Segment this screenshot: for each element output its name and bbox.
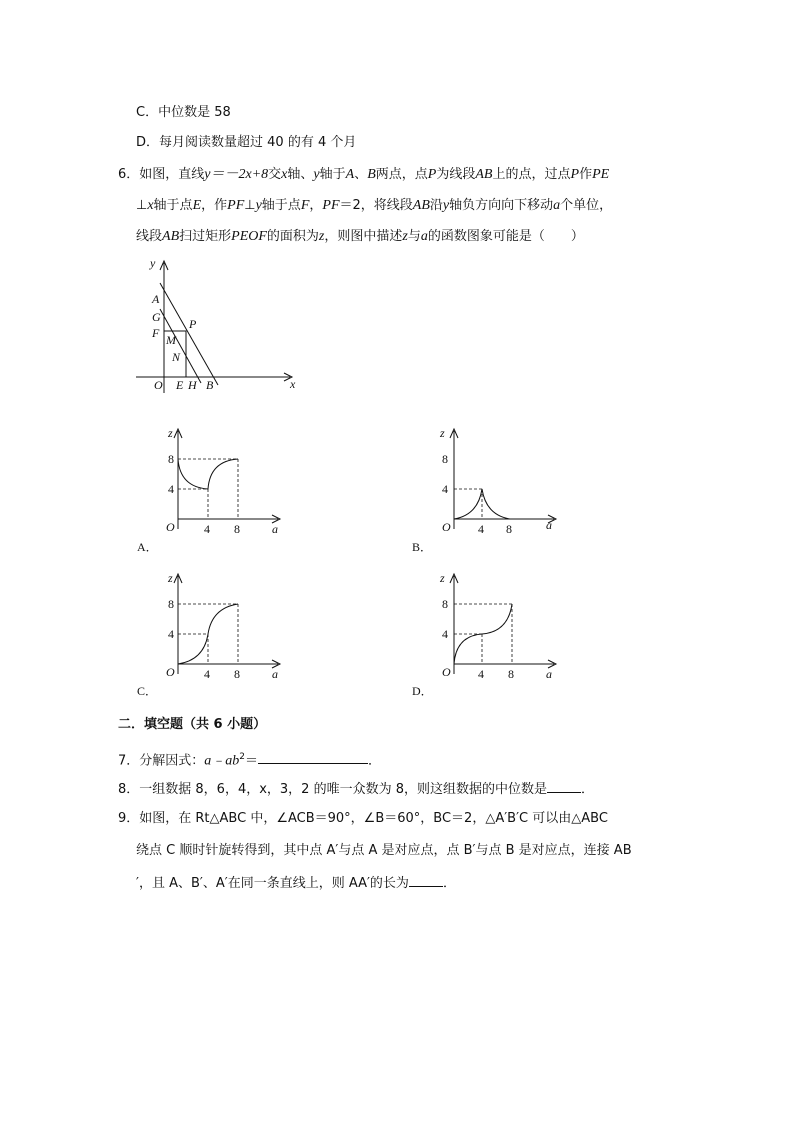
graph-a-a-label: a (272, 522, 278, 536)
graph-b-xtick-8: 8 (506, 522, 512, 536)
graph-c-xtick-8: 8 (234, 667, 240, 681)
graph-c-label: C． (137, 684, 158, 698)
graph-c-a-label: a (272, 667, 278, 681)
option-c: C．中位数是 58 (136, 105, 231, 120)
graph-a-curve (178, 459, 238, 489)
label-y: y (150, 256, 156, 270)
label-m: M (166, 333, 176, 347)
graph-d-z-label: z (440, 571, 445, 585)
graph-d (436, 570, 566, 680)
graph-d-xtick-4: 4 (478, 667, 484, 681)
option-d: D．每月阅读数量超过 40 的有 4 个月 (136, 135, 357, 150)
graph-c-xtick-4: 4 (204, 667, 210, 681)
graph-b (436, 425, 566, 535)
graph-a-tick-8: 8 (168, 452, 174, 466)
label-p: P (189, 317, 197, 331)
label-e: E (176, 378, 184, 392)
q6-line2: ⊥x轴于点E，作PF⊥y轴于点F，PF＝2，将线段AB沿y轴负方向向下移动a个单位， (136, 198, 613, 213)
graph-a (160, 425, 290, 535)
graph-c-origin: O (166, 665, 175, 679)
section-2-title: 二．填空题（共 6 小题） (118, 717, 267, 732)
q7-answer-blank[interactable] (258, 750, 368, 764)
q9-line2: 绕点 C 顺时针旋转得到，其中点 A′与点 A 是对应点，点 B′与点 B 是对应点，连接 AB (136, 843, 632, 858)
graph-a-origin: O (166, 520, 175, 534)
label-o: O (154, 378, 163, 392)
graph-b-a-label: a (546, 518, 552, 532)
graph-c-z-label: z (168, 571, 173, 585)
graph-b-origin: O (442, 520, 451, 534)
graph-d-origin: O (442, 665, 451, 679)
graph-a-tick-4: 4 (168, 482, 174, 496)
q6-line1: 6．如图，直线y＝－2x+8交x轴、y轴于A、B两点，点P为线段AB上的点，过点P作PE (118, 167, 610, 182)
graph-b-z-label: z (440, 426, 445, 440)
graph-d-tick-4: 4 (442, 627, 448, 641)
label-b: B (206, 378, 214, 392)
graph-c (160, 570, 290, 680)
graph-d-a-label: a (546, 667, 552, 681)
q9-line3: ′，且 A、B′、A′在同一条直线上，则 AA′的长为 ． (136, 873, 456, 893)
graph-c-tick-4: 4 (168, 627, 174, 641)
graph-a-xtick-4: 4 (204, 522, 210, 536)
graph-d-tick-8: 8 (442, 597, 448, 611)
graph-d-xtick-8: 8 (508, 667, 514, 681)
q9-answer-blank[interactable] (409, 873, 443, 887)
graph-b-xtick-4: 4 (478, 522, 484, 536)
label-n: N (172, 350, 181, 364)
graph-d-curve (454, 604, 512, 664)
graph-b-tick-4: 4 (442, 482, 448, 496)
label-h: H (188, 378, 197, 392)
q9-line1: 9．如图，在 Rt△ABC 中，∠ACB＝90°，∠B＝60°，BC＝2，△A′B′C 可以由△ABC (118, 811, 608, 826)
q8-answer-blank[interactable] (547, 779, 581, 793)
q6-line3: 线段AB扫过矩形PEOF的面积为z，则图中描述z与a的函数图象可能是（ ） (136, 229, 584, 244)
label-f: F (152, 326, 160, 340)
graph-d-label: D． (412, 684, 433, 698)
label-a: A (152, 292, 160, 306)
q6-geometry-figure (130, 255, 310, 395)
label-x: x (290, 377, 296, 391)
graph-a-z-label: z (168, 426, 173, 440)
graph-a-xtick-8: 8 (234, 522, 240, 536)
graph-c-tick-8: 8 (168, 597, 174, 611)
graph-b-label: B． (412, 540, 433, 554)
graph-a-label: A． (137, 540, 158, 554)
q8: 8．一组数据 8，6，4，x，3，2 的唯一众数为 8，则这组数据的中位数是 ． (118, 779, 594, 799)
graph-b-tick-8: 8 (442, 452, 448, 466)
label-g: G (152, 310, 161, 324)
q7: 7．分解因式：$a﹣ab^2=$ ． (118, 752, 382, 769)
